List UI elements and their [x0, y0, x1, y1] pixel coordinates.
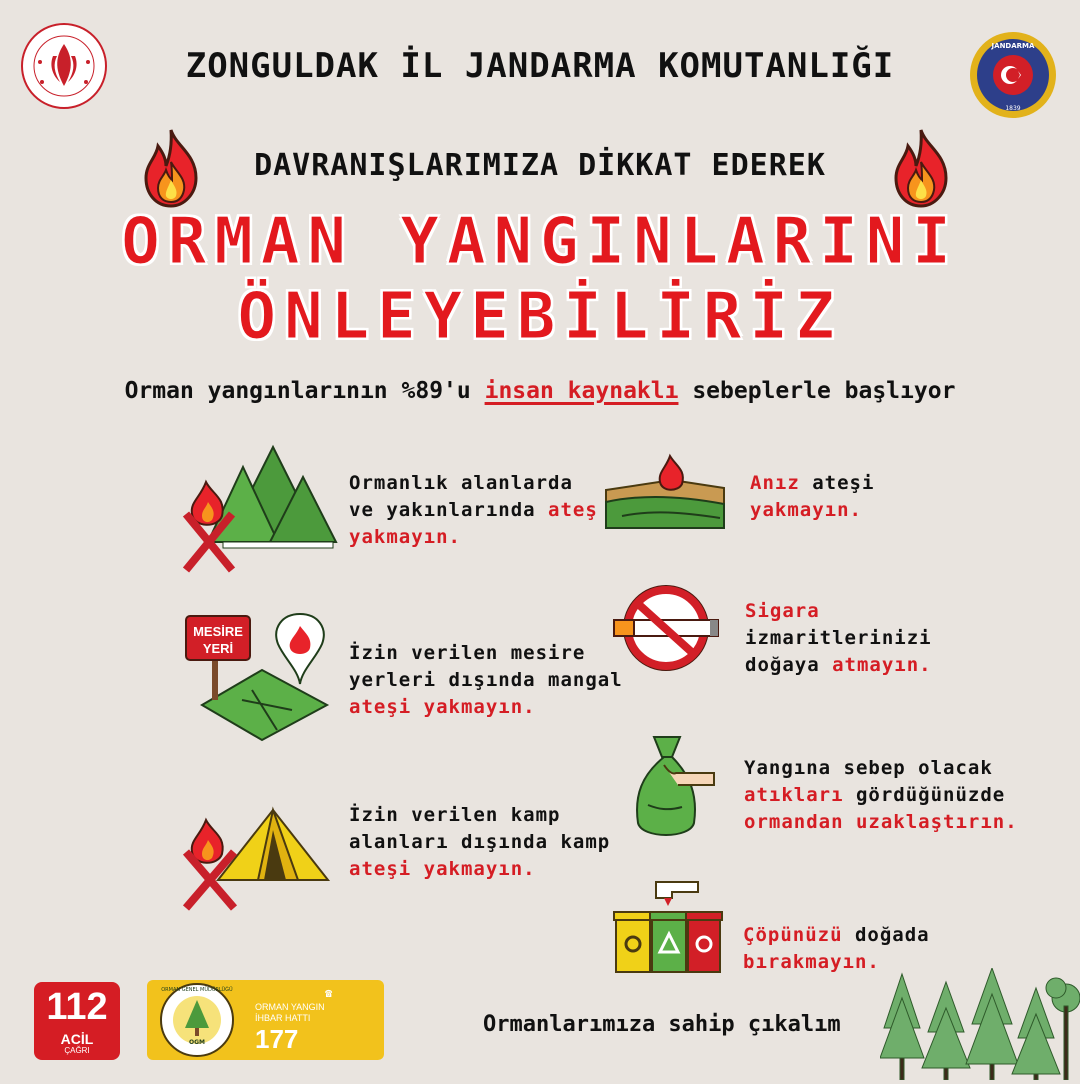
emergency-sub: ÇAĞRI [64, 1046, 90, 1055]
ogm-short: OGM [189, 1039, 205, 1046]
item-line-red: ateşi yakmayın. [349, 696, 536, 718]
item-line-red: yakmayın. [750, 499, 862, 521]
no-smoking-icon [610, 580, 722, 675]
stubble-text [750, 470, 874, 524]
item-line: izmaritlerinizi [745, 627, 932, 649]
sign-text-2: YERİ [202, 641, 234, 656]
item-text-red: Anız [750, 472, 800, 494]
item-line: İzin verilen kamp [349, 804, 561, 826]
forest-fire-icon [178, 442, 338, 582]
waste-text [744, 755, 1018, 836]
item-text-red: ateş [548, 499, 598, 521]
picnic-sign-icon [182, 610, 332, 745]
emergency-number: 112 [46, 986, 108, 1028]
item-line [750, 470, 874, 497]
footer-text: Ormanlarımıza sahip çıkalım [483, 1012, 841, 1037]
statistic-text-end: sebeplerle başlıyor [678, 378, 956, 404]
item-line: İzin verilen mesire [349, 642, 586, 664]
item-line: Ormanlık alanlarda [349, 472, 573, 494]
headline-line-2: ÖNLEYEBİLİRİZ [237, 280, 843, 354]
item-text: gördüğünüzde [843, 784, 1006, 806]
item-line [744, 782, 1018, 809]
jandarma-emblem-icon [968, 30, 1058, 120]
item-text-red: atıkları [744, 784, 844, 806]
item-line-red: ateşi yakmayın. [349, 858, 536, 880]
ogm-hotline-badge [147, 980, 384, 1060]
stubble-fire-icon [602, 452, 728, 532]
item-text: ve yakınlarında [349, 499, 549, 521]
fire-icon [888, 128, 954, 208]
picnic-text [349, 640, 623, 721]
item-line-red: ormandan uzaklaştırın. [744, 811, 1018, 833]
header-title: ZONGULDAK İL JANDARMA KOMUTANLIĞI [185, 46, 895, 86]
fire-icon [138, 128, 204, 208]
ogm-hotline-line-1: ORMAN YANGIN [255, 1002, 325, 1012]
item-text: doğaya [745, 654, 833, 676]
recycle-bins-icon [612, 880, 724, 976]
item-text-red: Çöpünüzü [743, 924, 843, 946]
item-line: alanları dışında kamp [349, 831, 611, 853]
item-line-red: yakmayın. [349, 526, 461, 548]
trees-icon [880, 968, 1080, 1080]
svg-text:JANDARMA: JANDARMA [991, 42, 1035, 50]
item-line [743, 922, 930, 949]
statistic-line [0, 378, 1080, 404]
camp-fire-icon [178, 800, 338, 920]
item-line: yerleri dışında mangal [349, 669, 623, 691]
item-text: ateşi [799, 472, 875, 494]
forest-fire-text [349, 470, 598, 551]
ogm-arc: ORMAN GENEL MÜDÜRLÜĞÜ [161, 987, 233, 993]
phone-icon: ☎ [325, 986, 333, 1000]
sign-text-1: MESİRE [193, 624, 243, 639]
headline-line-1: ORMAN YANGINLARINI [121, 205, 959, 279]
emergency-label: ACİL [60, 1031, 94, 1047]
headline-subtitle: DAVRANIŞLARIMIZA DİKKAT EDEREK [254, 148, 826, 183]
ogm-hotline-number: 177 [255, 1024, 299, 1054]
item-line-red: Sigara [745, 600, 820, 622]
camp-text [349, 802, 610, 883]
cigarette-text [745, 598, 932, 679]
item-text: doğada [842, 924, 930, 946]
waste-bag-icon [628, 735, 718, 845]
item-line [349, 497, 598, 524]
emergency-112-badge [34, 982, 120, 1060]
statistic-highlight: insan kaynaklı [484, 378, 679, 404]
ogm-hotline-line-2: İHBAR HATTI [255, 1013, 311, 1023]
item-line [745, 652, 932, 679]
item-text-red: atmayın. [832, 654, 932, 676]
statistic-text: Orman yangınlarının %89'u [124, 378, 485, 404]
item-line-red: bırakmayın. [743, 951, 880, 973]
svg-text:1839: 1839 [1005, 105, 1021, 112]
ministry-logo-icon [20, 22, 108, 110]
item-line: Yangına sebep olacak [744, 757, 993, 779]
ogm-logo-icon [157, 980, 237, 1060]
